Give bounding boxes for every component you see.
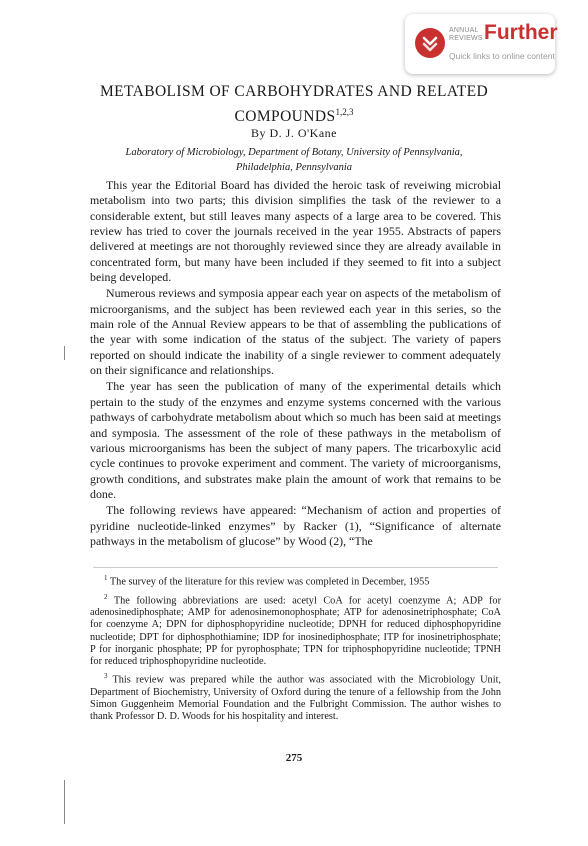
margin-mark <box>64 346 65 360</box>
article-title <box>60 82 528 127</box>
further-logo-icon <box>415 28 445 58</box>
footnote-divider <box>93 567 498 568</box>
footnote-text: The following abbreviations are used: acetyl CoA for acetyl coenzyme A; ADP for adenosinediphosphate; AMP for adenosinemonophosphate; ATP for adenosinetriphosphate; CoA for coenzyme A; DPN for diphosphopyridine nucleotide; DPNH for reduced diphosphopyridine nucleotide; DPT for diphosphothiamine; IDP for inosinediphosphate; ITP for inosinetriphosphate; P for inorganic phosphate; PP for pyrophosphate; TPN for triphosphopyridine nucleotide; TPNH for reduced triphosphopyridine nucleotide. <box>90 595 501 668</box>
brand-line-1: ANNUAL <box>449 27 479 34</box>
footnote-2 <box>90 591 501 669</box>
brand-line-2: REVIEWS <box>449 35 483 42</box>
footnote-text: This review was prepared while the author was associated with the Microbiology Unit, Department of Biochemistry, University of Oxford during the tenure of a fellowship from the John Simon Guggenheim Memorial Foundation and the Fulbright Commission. The author wishes to thank Professor D. D. Woods for his hospitality and interest. <box>90 674 501 723</box>
affiliation-line-1: Laboratory of Microbiology, Department of Botany, University of Pennsylvania, <box>125 147 463 158</box>
affiliation-line-2: Philadelphia, Pennsylvania <box>235 162 353 173</box>
footnote-3 <box>90 670 501 723</box>
paragraph-2: Numerous reviews and symposia appear each year on aspects of the metabolism of microorganisms, and the subject has been reviewed each year in this series, so the main role of the Annual Review appears to be that of assembling the publications of the year with some indication of the status of the subject. The variety of papers reported on should indicate the inability of a single reviewer to comment adequately on their significance and relationships. <box>90 286 501 378</box>
footnote-text: The survey of the literature for this review was completed in December, 1955 <box>109 576 430 588</box>
paragraph-1: This year the Editorial Board has divided the heroic task of reveiwing microbial metabolism into two parts; this division simplifies the task of the reviewer to a considerable extent, but still leaves many aspects of a large area to be covered. This review has tried to cover the journals received in the year 1955. Abstracts of papers delivered at meetings are not thoroughly reviewed since they are already available in concentrated form, but many have been included if they seemed to fit into a subject being developed. <box>90 178 501 285</box>
footnote-mark: 3 <box>104 672 108 681</box>
paragraph-4: The following reviews have appeared: “Mechanism of action and properties of pyridine nucleotide-linked enzymes” by Racker (1), “Significance of alternate pathways in the metabolism of glucose” by Wood (2), “The <box>90 503 501 548</box>
title-footnote-marks: 1,2,3 <box>335 107 354 117</box>
annual-reviews-brand <box>449 27 485 43</box>
further-subtitle: Quick links to online content <box>449 51 555 61</box>
affiliation <box>92 145 496 175</box>
footnote-1 <box>90 572 501 589</box>
page-number: 275 <box>285 752 303 764</box>
margin-mark <box>64 780 65 824</box>
further-badge[interactable] <box>405 14 558 74</box>
paragraph-3: The year has seen the publication of many of the experimental details which pertain to the study of the enzymes and enzyme systems concerned with the various pathways of carbohydrate metabolism about which so much has been said at meetings and symposia. The assessment of the role of these pathways in the metabolism of various microorganisms has been the subject of many papers. The tricarboxylic acid cycle continues to provoke experiment and comment. The variety of microorganisms, growth conditions, and substrates make plain the amount of work that remains to be done. <box>90 379 501 501</box>
article-body <box>90 178 501 550</box>
further-word: Further <box>484 21 558 44</box>
footnotes <box>90 572 501 726</box>
article-title-text: METABOLISM OF CARBOHYDRATES AND RELATED COMPOUNDS <box>99 83 489 126</box>
footnote-mark: 2 <box>104 592 108 601</box>
author-line: By D. J. O'Kane <box>251 126 337 140</box>
footnote-mark: 1 <box>104 574 108 582</box>
